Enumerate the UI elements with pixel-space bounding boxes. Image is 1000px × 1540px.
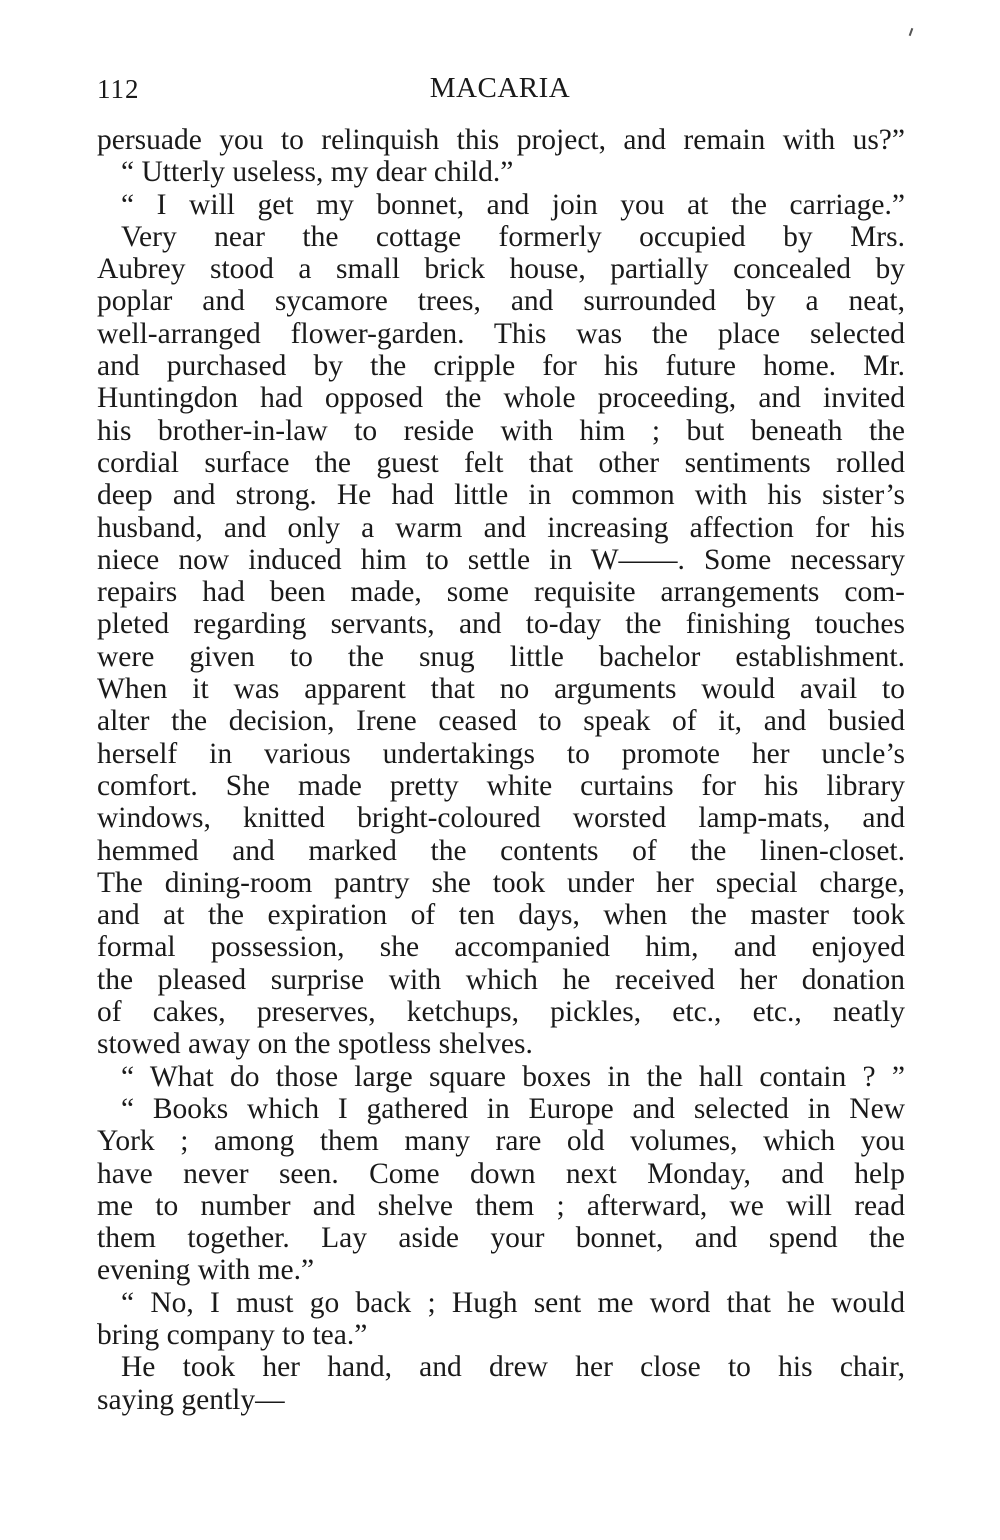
text-line: “ No, I must go back ; Hugh sent me word that he would: [121, 1286, 905, 1319]
text-line: alter the decision, Irene ceased to speak of it, and busied: [97, 705, 905, 738]
text-line: and at the expiration of ten days, when the master took: [97, 899, 905, 932]
text-line: his brother-in-law to reside with him ; but beneath the: [97, 414, 905, 447]
text-line: well-arranged flower-garden. This was the place selected: [97, 317, 905, 350]
text-line: deep and strong. He had little in common with his sister’s: [97, 479, 905, 512]
text-line: formal possession, she accompanied him, and enjoyed: [97, 931, 905, 964]
text-line: Aubrey stood a small brick house, partially concealed by: [97, 253, 905, 286]
text-line: The dining-room pantry she took under her special charge,: [97, 866, 905, 899]
text-line: evening with me.”: [97, 1254, 315, 1287]
text-line: saying gently—: [97, 1383, 285, 1416]
body-text: [97, 124, 905, 1416]
running-title: MACARIA: [429, 72, 571, 104]
text-line: hemmed and marked the contents of the linen-closet.: [97, 834, 905, 867]
text-line: and purchased by the cripple for his future home. Mr.: [97, 350, 905, 383]
text-line: repairs had been made, some requisite arrangements com-: [97, 576, 905, 609]
text-line: them together. Lay aside your bonnet, and spend the: [97, 1222, 905, 1255]
text-line: “ What do those large square boxes in the hall contain ? ”: [121, 1060, 905, 1093]
text-line: cordial surface the guest felt that other sentiments rolled: [97, 446, 905, 479]
text-line: Very near the cottage formerly occupied by Mrs.: [121, 220, 905, 253]
text-line: me to number and shelve them ; afterward, we will read: [97, 1189, 905, 1222]
text-line: have never seen. Come down next Monday, and help: [97, 1157, 905, 1190]
text-line: the pleased surprise with which he received her donation: [97, 963, 905, 996]
text-line: were given to the snug little bachelor establishment.: [97, 640, 905, 673]
text-line: poplar and sycamore trees, and surrounded by a neat,: [97, 285, 905, 318]
text-line: herself in various undertakings to promote her uncle’s: [97, 737, 905, 770]
text-line: pleted regarding servants, and to-day the finishing touches: [97, 608, 905, 641]
page-number: 112: [97, 74, 140, 104]
text-line: of cakes, preserves, ketchups, pickles, etc., etc., neatly: [97, 996, 905, 1029]
text-line: stowed away on the spotless shelves.: [97, 1028, 533, 1061]
scan-mark: [909, 28, 914, 36]
text-line: He took her hand, and drew her close to his chair,: [121, 1351, 905, 1384]
text-line: niece now induced him to settle in W——. Some necessary: [97, 543, 905, 576]
text-line: bring company to tea.”: [97, 1318, 368, 1351]
text-line: When it was apparent that no arguments would avail to: [97, 673, 905, 706]
text-line: windows, knitted bright-coloured worsted lamp-mats, and: [97, 802, 905, 835]
text-line: persuade you to relinquish this project, and remain with us?”: [97, 124, 905, 156]
text-line: husband, and only a warm and increasing affection for his: [97, 511, 905, 544]
text-line: comfort. She made pretty white curtains for his library: [97, 769, 905, 802]
text-line: “ Utterly useless, my dear child.”: [121, 156, 514, 189]
text-line: “ I will get my bonnet, and join you at the carriage.”: [121, 188, 905, 221]
text-line: Huntingdon had opposed the whole proceeding, and invited: [97, 382, 905, 415]
text-line: York ; among them many rare old volumes, which you: [97, 1125, 905, 1158]
text-line: “ Books which I gathered in Europe and selected in New: [121, 1092, 905, 1125]
